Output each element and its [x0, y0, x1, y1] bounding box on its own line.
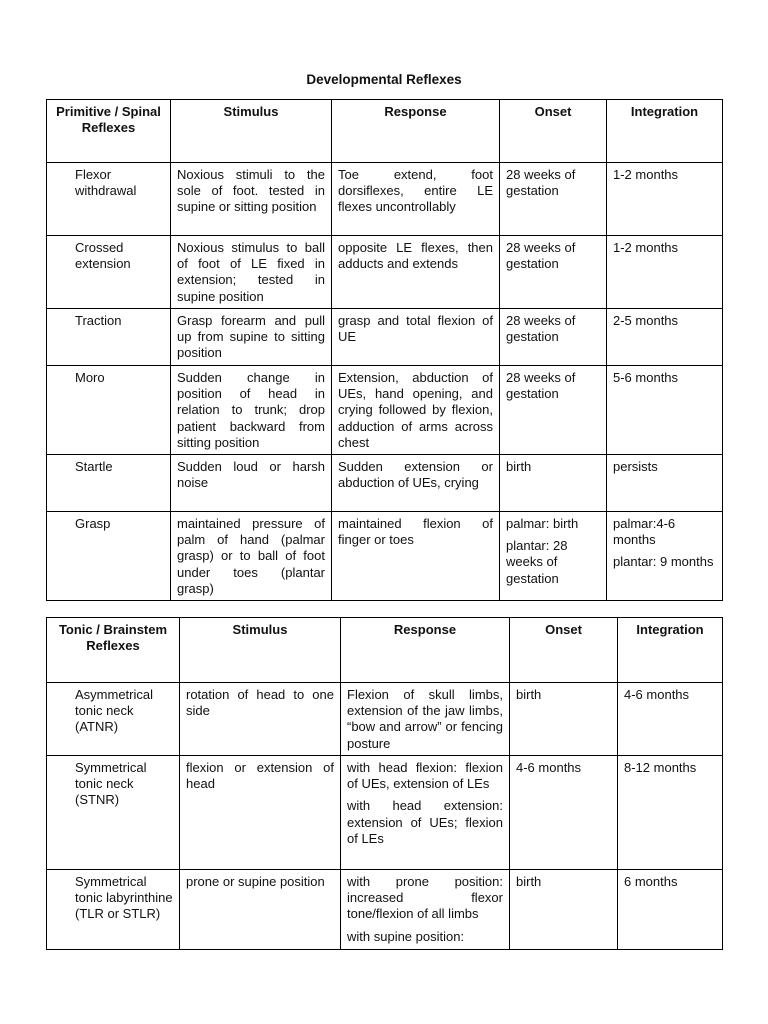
onset-cell [500, 163, 607, 236]
stimulus-cell: Noxious stimulus to ball of foot of LE fixed in extension; tested in supine position [171, 236, 332, 309]
reflex-name-cell: Symmetrical tonic labyrinthine (TLR or STLR) [47, 870, 180, 950]
response-cell [332, 163, 500, 236]
column-header-stimulus: Stimulus [180, 618, 341, 683]
response-text: with prone position: increased flexor tone/flexion of all limbs [347, 874, 503, 922]
table-row [47, 309, 723, 366]
stimulus-cell: rotation of head to one side [180, 683, 341, 756]
table-row [47, 366, 723, 455]
reflex-name-cell: Startle [47, 455, 171, 512]
response-text: with head flexion: flexion of UEs, extension of LEs [347, 760, 503, 792]
stimulus-cell: prone or supine position [180, 870, 341, 950]
integration-cell [607, 512, 723, 601]
stimulus-cell: Noxious stimuli to the sole of foot. tested in supine or sitting position [171, 163, 332, 236]
page-title: Developmental Reflexes [306, 72, 462, 87]
response-text: with head extension: extension of UEs; flexion of LEs [347, 798, 503, 846]
integration-text: plantar: 9 months [613, 554, 714, 570]
onset-text: birth [516, 687, 542, 702]
onset-text: 4-6 months [516, 760, 582, 775]
onset-text: 28 weeks of gestation [506, 167, 576, 199]
onset-cell [500, 236, 607, 309]
reflex-name-cell: Symmetrical tonic neck (STNR) [47, 756, 180, 870]
integration-text: 4-6 months [624, 687, 690, 702]
column-header-reflex: Primitive / Spinal Reflexes [47, 100, 171, 163]
response-cell [332, 366, 500, 455]
response-cell [332, 236, 500, 309]
reflex-name-cell: Asymmetrical tonic neck (ATNR) [47, 683, 180, 756]
onset-text: 28 weeks of gestation [506, 240, 576, 272]
reflex-name-cell: Moro [47, 366, 171, 455]
response-cell [332, 512, 500, 601]
response-text: opposite LE flexes, then adducts and extends [338, 240, 493, 272]
onset-text: plantar: 28 weeks of gestation [506, 538, 568, 586]
integration-text: 1-2 months [613, 240, 679, 255]
response-text: with supine position: [347, 928, 465, 944]
reflex-name-cell: Traction [47, 309, 171, 366]
column-header-response: Response [341, 618, 510, 683]
response-cell [341, 756, 510, 870]
stimulus-cell: maintained pressure of palm of hand (palmar grasp) or to ball of foot under toes (plantar grasp) [171, 512, 332, 601]
onset-text: 28 weeks of gestation [506, 370, 576, 402]
integration-text: 2-5 months [613, 313, 679, 328]
response-text: Flexion of skull limbs, extension of the jaw limbs, “bow and arrow” or fencing posture [347, 687, 503, 751]
onset-text: birth [516, 874, 542, 889]
integration-text: 5-6 months [613, 370, 679, 385]
table-body [47, 683, 723, 950]
reflex-name-cell: Grasp [47, 512, 171, 601]
onset-cell [510, 756, 618, 870]
response-text: Sudden extension or abduction of UEs, crying [338, 459, 493, 491]
onset-cell [510, 870, 618, 950]
table-row [47, 870, 723, 950]
onset-text: 28 weeks of gestation [506, 313, 576, 345]
integration-cell [618, 683, 723, 756]
integration-cell [618, 756, 723, 870]
onset-text: palmar: birth [506, 516, 579, 532]
onset-cell [500, 455, 607, 512]
column-header-stimulus: Stimulus [171, 100, 332, 163]
onset-cell [500, 366, 607, 455]
integration-text: palmar:4-6 months [613, 516, 676, 548]
primitive-reflexes-table [46, 99, 723, 601]
table-row [47, 512, 723, 601]
tonic-reflexes-table [46, 617, 723, 950]
response-text: Extension, abduction of UEs, hand opening, and crying followed by flexion, adduction of arms across chest [338, 370, 493, 450]
stimulus-cell: flexion or extension of head [180, 756, 341, 870]
response-cell [332, 309, 500, 366]
response-cell [341, 683, 510, 756]
column-header-integration: Integration [607, 100, 723, 163]
column-header-reflex: Tonic / Brainstem Reflexes [47, 618, 180, 683]
integration-cell [607, 236, 723, 309]
onset-cell [500, 309, 607, 366]
column-header-onset: Onset [500, 100, 607, 163]
integration-cell [607, 163, 723, 236]
stimulus-cell: Sudden loud or harsh noise [171, 455, 332, 512]
onset-cell [500, 512, 607, 601]
response-text: grasp and total flexion of UE [338, 313, 493, 345]
table-body [47, 163, 723, 601]
table-row [47, 756, 723, 870]
integration-cell [618, 870, 723, 950]
integration-text: 8-12 months [624, 760, 697, 775]
reflex-name-cell: Flexor withdrawal [47, 163, 171, 236]
table-row [47, 683, 723, 756]
column-header-integration: Integration [618, 618, 723, 683]
integration-text: 1-2 months [613, 167, 679, 182]
column-header-response: Response [332, 100, 500, 163]
response-text: maintained flexion of finger or toes [338, 516, 493, 548]
onset-cell [510, 683, 618, 756]
response-text: Toe extend, foot dorsiflexes, entire LE flexes uncontrollably [338, 167, 493, 215]
integration-cell [607, 455, 723, 512]
response-cell [332, 455, 500, 512]
integration-cell [607, 309, 723, 366]
integration-text: 6 months [624, 874, 678, 889]
response-cell [341, 870, 510, 950]
integration-text: persists [613, 459, 658, 475]
stimulus-cell: Sudden change in position of head in relation to trunk; drop patient backward from sitting position [171, 366, 332, 455]
table-row [47, 455, 723, 512]
integration-cell [607, 366, 723, 455]
reflex-name-cell: Crossed extension [47, 236, 171, 309]
onset-text: birth [506, 459, 532, 475]
stimulus-cell: Grasp forearm and pull up from supine to sitting position [171, 309, 332, 366]
table-row [47, 236, 723, 309]
table-row [47, 163, 723, 236]
column-header-onset: Onset [510, 618, 618, 683]
